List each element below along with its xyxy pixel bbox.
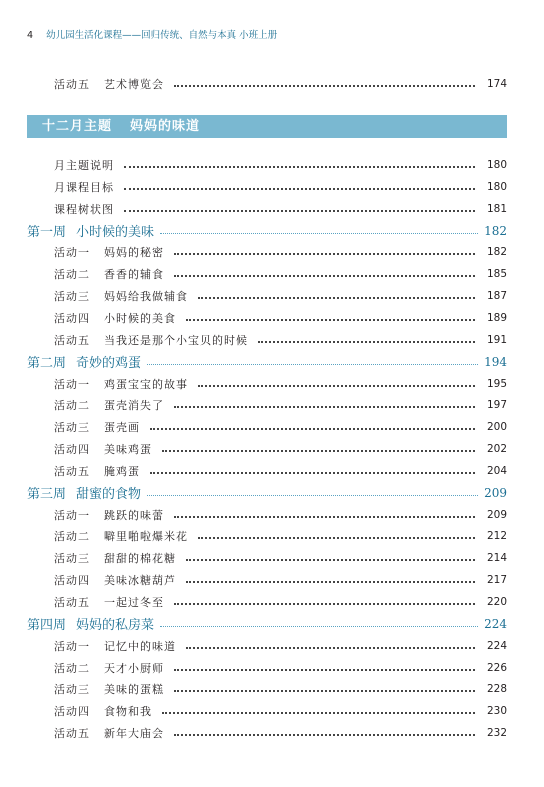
entry-title: 噼里啪啦爆米花 <box>104 530 188 544</box>
toc-entry[interactable] <box>54 439 507 459</box>
entry-title: 香香的辅食 <box>104 268 164 282</box>
entry-title: 蛋壳画 <box>104 421 140 435</box>
dot-leader <box>174 406 475 408</box>
dot-leader <box>160 626 478 627</box>
week-title: 妈妈的私房菜 <box>76 618 155 634</box>
entry-page: 181 <box>486 202 507 215</box>
dot-leader <box>258 341 475 343</box>
entry-page: 197 <box>486 399 507 412</box>
entry-prefix: 活动二 <box>54 268 90 282</box>
dot-leader <box>162 712 475 714</box>
entry-page: 187 <box>486 290 507 303</box>
entry-page: 174 <box>486 78 507 90</box>
toc-entry[interactable] <box>54 395 507 415</box>
toc-entry[interactable] <box>54 548 507 568</box>
toc-entry[interactable] <box>54 701 507 721</box>
dot-leader <box>150 428 475 430</box>
entry-page: 212 <box>486 530 507 543</box>
running-header <box>27 27 277 41</box>
entry-title: 蛋壳消失了 <box>104 399 164 413</box>
entry-title: 甜甜的棉花糖 <box>104 552 176 566</box>
entry-title: 妈妈的秘密 <box>104 246 164 260</box>
toc-entry[interactable] <box>54 658 507 678</box>
dot-leader <box>186 581 475 583</box>
entry-prefix: 活动四 <box>54 705 90 719</box>
section-banner <box>27 115 507 138</box>
entry-page: 209 <box>486 508 507 521</box>
dot-leader <box>124 210 475 212</box>
toc-entry[interactable] <box>54 723 507 743</box>
entry-title: 月主题说明 <box>54 159 114 172</box>
entry-title: 小时候的美食 <box>104 311 176 325</box>
entry-prefix: 活动五 <box>54 333 90 347</box>
entry-title: 一起过冬至 <box>104 596 164 609</box>
entry-prefix: 活动四 <box>54 311 90 325</box>
dot-leader <box>174 669 475 671</box>
entry-prefix: 活动二 <box>54 661 90 675</box>
dot-leader <box>124 188 475 190</box>
toc-entry[interactable] <box>54 286 507 306</box>
entry-title: 月课程目标 <box>54 180 114 194</box>
toc-entry[interactable] <box>54 74 507 94</box>
toc-entry[interactable] <box>54 526 507 546</box>
toc-entry[interactable] <box>54 679 507 699</box>
dot-leader <box>147 495 478 496</box>
week-page: 182 <box>484 223 507 238</box>
entry-prefix: 活动一 <box>54 377 90 391</box>
entry-title: 食物和我 <box>104 705 152 719</box>
dot-leader <box>186 559 475 561</box>
dot-leader <box>174 253 475 255</box>
dot-leader <box>174 690 475 692</box>
entry-prefix: 活动四 <box>54 574 90 588</box>
toc-entry[interactable] <box>54 417 507 437</box>
entry-page: 180 <box>486 180 507 193</box>
dot-leader <box>198 537 475 539</box>
entry-prefix: 活动五 <box>54 727 90 741</box>
entry-prefix: 活动二 <box>54 530 90 544</box>
entry-page: 217 <box>486 574 507 587</box>
entry-page: 220 <box>486 596 507 608</box>
entry-prefix: 活动一 <box>54 246 90 260</box>
dot-leader <box>186 319 475 321</box>
entry-page: 232 <box>486 727 507 740</box>
week-label: 第一周 <box>27 225 67 241</box>
entry-page: 182 <box>486 246 507 259</box>
entry-title: 新年大庙会 <box>104 727 164 741</box>
week-label: 第三周 <box>27 487 67 503</box>
toc-entry[interactable] <box>54 155 507 175</box>
entry-page: 189 <box>486 311 507 324</box>
entry-title: 美味的蛋糕 <box>104 683 164 697</box>
toc-entry[interactable] <box>54 374 507 394</box>
dot-leader <box>147 364 478 365</box>
section-month: 十二月主题 <box>42 119 113 134</box>
entry-title: 记忆中的味道 <box>104 639 176 653</box>
section-theme: 妈妈的味道 <box>130 119 201 134</box>
entry-prefix: 活动三 <box>54 552 90 566</box>
entry-prefix: 活动二 <box>54 399 90 413</box>
dot-leader <box>174 603 475 605</box>
entry-prefix: 活动三 <box>54 290 90 304</box>
entry-prefix: 活动五 <box>54 464 90 478</box>
dot-leader <box>198 385 475 387</box>
entry-prefix: 活动五 <box>54 78 90 91</box>
dot-leader <box>174 516 475 518</box>
entry-page: 228 <box>486 683 507 696</box>
dot-leader <box>162 450 475 452</box>
entry-title: 天才小厨师 <box>104 661 164 675</box>
entry-prefix: 活动四 <box>54 443 90 457</box>
week-page: 224 <box>484 616 507 631</box>
week-heading[interactable] <box>27 613 507 635</box>
entry-page: 200 <box>486 421 507 434</box>
entry-page: 191 <box>486 333 507 346</box>
entry-page: 224 <box>486 639 507 652</box>
week-heading[interactable] <box>27 482 507 504</box>
entry-title: 艺术博览会 <box>104 78 164 91</box>
week-title: 奇妙的鸡蛋 <box>76 356 142 372</box>
week-label: 第四周 <box>27 618 67 634</box>
entry-page: 180 <box>486 159 507 171</box>
week-title: 小时候的美味 <box>76 225 155 241</box>
toc-entry[interactable] <box>54 330 507 350</box>
week-heading[interactable] <box>27 351 507 373</box>
dot-leader <box>160 233 478 234</box>
entry-page: 214 <box>486 552 507 565</box>
toc-entry[interactable] <box>54 461 507 481</box>
week-page: 194 <box>484 354 507 369</box>
entry-prefix: 活动五 <box>54 596 90 609</box>
toc-entry[interactable] <box>54 308 507 328</box>
entry-page: 230 <box>486 705 507 718</box>
entry-page: 204 <box>486 464 507 477</box>
toc-entry[interactable] <box>54 505 507 525</box>
dot-leader <box>174 275 475 277</box>
dot-leader <box>174 734 475 736</box>
entry-title: 当我还是那个小宝贝的时候 <box>104 333 248 347</box>
toc-entry[interactable] <box>54 592 507 612</box>
entry-title: 课程树状图 <box>54 202 114 216</box>
toc-entry[interactable] <box>54 242 507 262</box>
dot-leader <box>174 85 475 87</box>
week-page: 209 <box>484 485 507 500</box>
toc-entry[interactable] <box>54 199 507 219</box>
toc-entry[interactable] <box>54 636 507 656</box>
week-label: 第二周 <box>27 356 67 372</box>
week-title: 甜蜜的食物 <box>76 487 142 503</box>
entry-title: 美味冰糖葫芦 <box>104 574 176 588</box>
dot-leader <box>124 166 475 168</box>
week-heading[interactable] <box>27 220 507 242</box>
entry-prefix: 活动三 <box>54 683 90 697</box>
entry-title: 跳跃的味蕾 <box>104 508 164 522</box>
dot-leader <box>150 472 475 474</box>
entry-page: 195 <box>486 377 507 390</box>
entry-title: 腌鸡蛋 <box>104 464 140 478</box>
entry-page: 185 <box>486 268 507 281</box>
entry-page: 226 <box>486 661 507 674</box>
running-title: 幼儿园生活化课程——回归传统、自然与本真 小班上册 <box>46 30 278 41</box>
toc-entry[interactable] <box>54 177 507 197</box>
entry-prefix: 活动三 <box>54 421 90 435</box>
entry-title: 美味鸡蛋 <box>104 443 152 457</box>
dot-leader <box>198 297 475 299</box>
entry-page: 202 <box>486 443 507 456</box>
page-number: 4 <box>27 30 34 41</box>
entry-title: 鸡蛋宝宝的故事 <box>104 377 188 391</box>
toc-entry[interactable] <box>54 264 507 284</box>
entry-title: 妈妈给我做辅食 <box>104 290 188 304</box>
entry-prefix: 活动一 <box>54 639 90 653</box>
entry-prefix: 活动一 <box>54 508 90 522</box>
dot-leader <box>186 647 475 649</box>
toc-entry[interactable] <box>54 570 507 590</box>
